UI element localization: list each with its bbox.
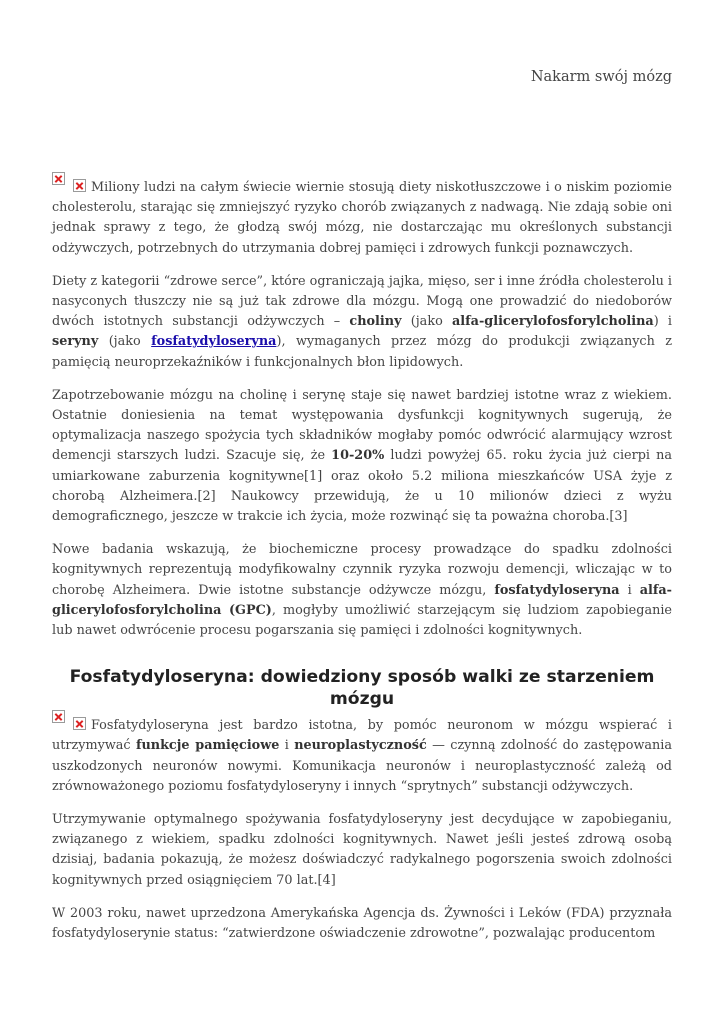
paragraph-research: Nowe badania wskazują, że biochemiczne procesy prowadzące do spadku zdolności kognitywnych reprezentują modyfikowalny czynnik ryzyka rozwoju demencji, wliczając w to chorobę Alzheimera. Dwie istotne substancje odżywcze mózgu, fosfatydyloseryna i alfa-glicerylofosforylcholina (GPC), mogłyby umożliwić starzejącym się ludziom zapobieganie lub nawet odwrócenie procesu pogarszania się pamięci i zdolności kognitywnych. bbox=[52, 542, 672, 639]
bold-term: 10-20% bbox=[331, 448, 385, 464]
bold-term: choliny bbox=[349, 314, 402, 330]
bold-term: neuroplastyczność bbox=[294, 738, 427, 754]
paragraph-intake: Utrzymywanie optymalnego spożywania fosfatydyloseryny jest decydujące w zapobieganiu, związanego z wiekiem, spadku zdolności kognitywnych. Nawet jeśli jesteś zdrową osobą dzisiaj, badania pokazują, że możesz doświadczyć radykalnego pogorszenia swoich zdolności kognitywnych przed osiągnięciem 70 lat.[4] bbox=[52, 812, 672, 888]
bold-term: alfa-glicerylofosforylcholina (GPC) bbox=[52, 582, 672, 618]
bold-term: alfa-glicerylofosforylcholina bbox=[452, 314, 654, 330]
bold-term: seryny bbox=[52, 334, 99, 350]
article-content bbox=[52, 172, 672, 957]
site-title: Nakarm swój mózg bbox=[530, 69, 672, 85]
paragraph-aging: Zapotrzebowanie mózgu na cholinę i serynę staje się nawet bardziej istotne wraz z wiekiem. Ostatnie doniesienia na temat występowania dysfunkcji kognitywnych sugerują, że optymalizacja naszego spożycia tych składników mogłaby pomóc odwrócić alarmujący wzrost demencji starszych ludzi. Szacuje się, że 10-20% ludzi powyżej 65. roku życia już cierpi na umiarkowane zaburzenia kognitywne[1] oraz około 5.2 miliona mieszkańców USA żyje z chorobą Alzheimera.[2] Naukowcy przewidują, że u 10 milionów dzieci z wyżu demograficznego, jeszcze w trakcie ich życia, może rozwinąć się ta poważna choroba.[3] bbox=[52, 387, 672, 525]
broken-image-icon bbox=[52, 710, 65, 723]
fosfatydyloseryna-link[interactable]: fosfatydyloseryna bbox=[151, 334, 277, 350]
broken-image-icon bbox=[73, 717, 86, 730]
section-heading: Fosfatydyloseryna: dowiedziony sposób walki ze starzeniem mózgu bbox=[69, 667, 655, 710]
paragraph-intro: Miliony ludzi na całym świecie wiernie stosują diety niskotłuszczowe i o niskim poziomie cholesterolu, starając się zmniejszyć ryzyko chorób związanych z nadwagą. Nie zdają sobie oni jednak sprawy z tego, że głodzą swój mózg, nie dostarczając mu określonych substancji odżywczych, potrzebnych do utrzymania dobrej pamięci i zdrowych funkcji poznawczych. bbox=[52, 172, 672, 259]
broken-image-icon bbox=[73, 179, 86, 192]
broken-image-icon bbox=[52, 172, 65, 185]
paragraph-fda: W 2003 roku, nawet uprzedzona Amerykańska Agencja ds. Żywności i Leków (FDA) przyznała fosfatydyloserynie status: “zatwierdzone oświadczenie zdrowotne”, pozwalając producentom bbox=[52, 905, 672, 942]
bold-term: funkcje pamięciowe bbox=[135, 738, 280, 754]
paragraph-diets: Diety z kategorii “zdrowe serce”, które ograniczają jajka, mięso, ser i inne źródła cholesterolu i nasyconych tłuszczy nie są już tak zdrowe dla mózgu. Mogą one prowadzić do niedoborów dwóch istotnych substancji odżywczych – choliny (jako alfa-glicerylofosforylcholina) i seryny (jako fosfatydyloseryna), wymaganych przez mózg do produkcji związanych z pamięcią neuroprzekaźników i funkcjonalnych błon lipidowych. bbox=[52, 273, 673, 370]
bold-term: fosfatydyloseryna bbox=[494, 582, 620, 598]
paragraph-ps-intro: Fosfatydyloseryna jest bardzo istotna, by pomóc neuronom w mózgu wspierać i utrzymywać funkcje pamięciowe i neuroplastyczność — czynną zdolność do zastępowania uszkodzonych neuronów nowymi. Komunikacja neuronów i neuroplastyczność zależą od zrównoważonego poziomu fosfatydyloseryny i innych “sprytnych” substancji odżywczych. bbox=[52, 710, 672, 797]
